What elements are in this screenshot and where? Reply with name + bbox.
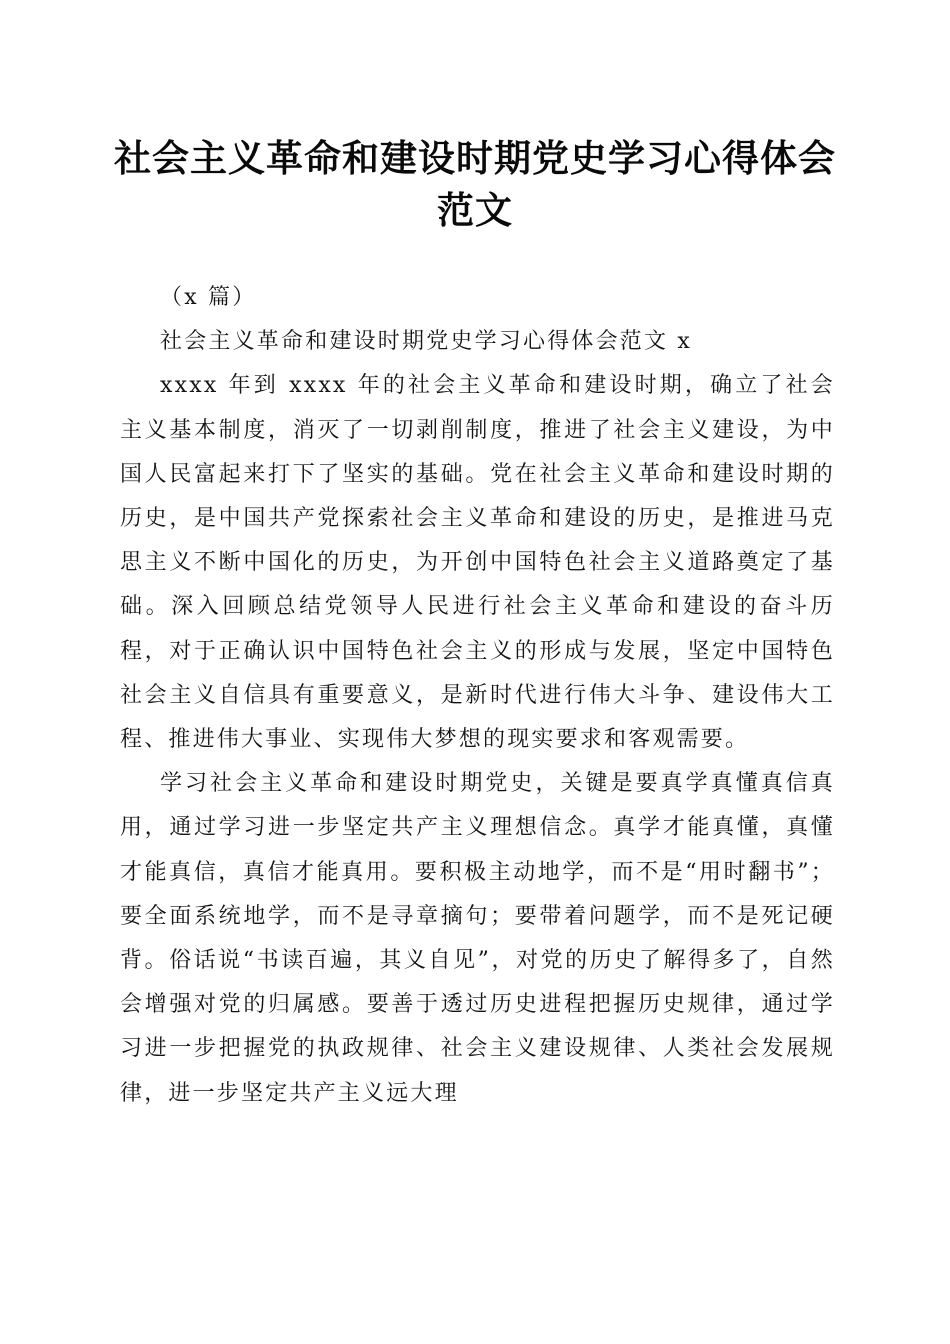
count-label: （x 篇） xyxy=(160,285,257,310)
paragraph-2: 学习社会主义革命和建设时期党史，关键是要真学真懂真信真用，通过学习进一步坚定共产主义理想信念。真学才能真懂，真懂才能真信，真信才能真用。要积极主动地学，而不是“用时翻书”；要全面系统地学，而不是寻章摘句；要带着问题学，而不是死记硬背。俗话说“书读百遍，其义自见”，对党的历史了解得多了，自然会增强对党的归属感。要善于透过历史进程把握历史规律，通过学习进一步把握党的执政规律、社会主义建设规律、人类社会发展规律，进一步坚定共产主义远大理 xyxy=(120,771,835,1106)
paragraph-1: xxxx 年到 xxxx 年的社会主义革命和建设时期，确立了社会主义基本制度，消灭了一切剥削制度，推进了社会主义建设，为中国人民富起来打下了坚实的基础。党在社会主义革命和建设时期的历史，是中国共产党探索社会主义革命和建设的历史，是推进马克思主义不断中国化的历史，为开创中国特色社会主义道路奠定了基础。深入回顾总结党领导人民进行社会主义革命和建设的奋斗历程，对于正确认识中国特色社会主义的形成与发展，坚定中国特色社会主义自信具有重要意义，是新时代进行伟大斗争、建设伟大工程、推进伟大事业、实现伟大梦想的现实要求和客观需要。 xyxy=(120,373,835,753)
document-subtitle: 社会主义革命和建设时期党史学习心得体会范文 x xyxy=(160,329,693,355)
document-body xyxy=(120,276,835,1116)
document-title: 社会主义革命和建设时期党史学习心得体会范文 xyxy=(114,136,836,232)
